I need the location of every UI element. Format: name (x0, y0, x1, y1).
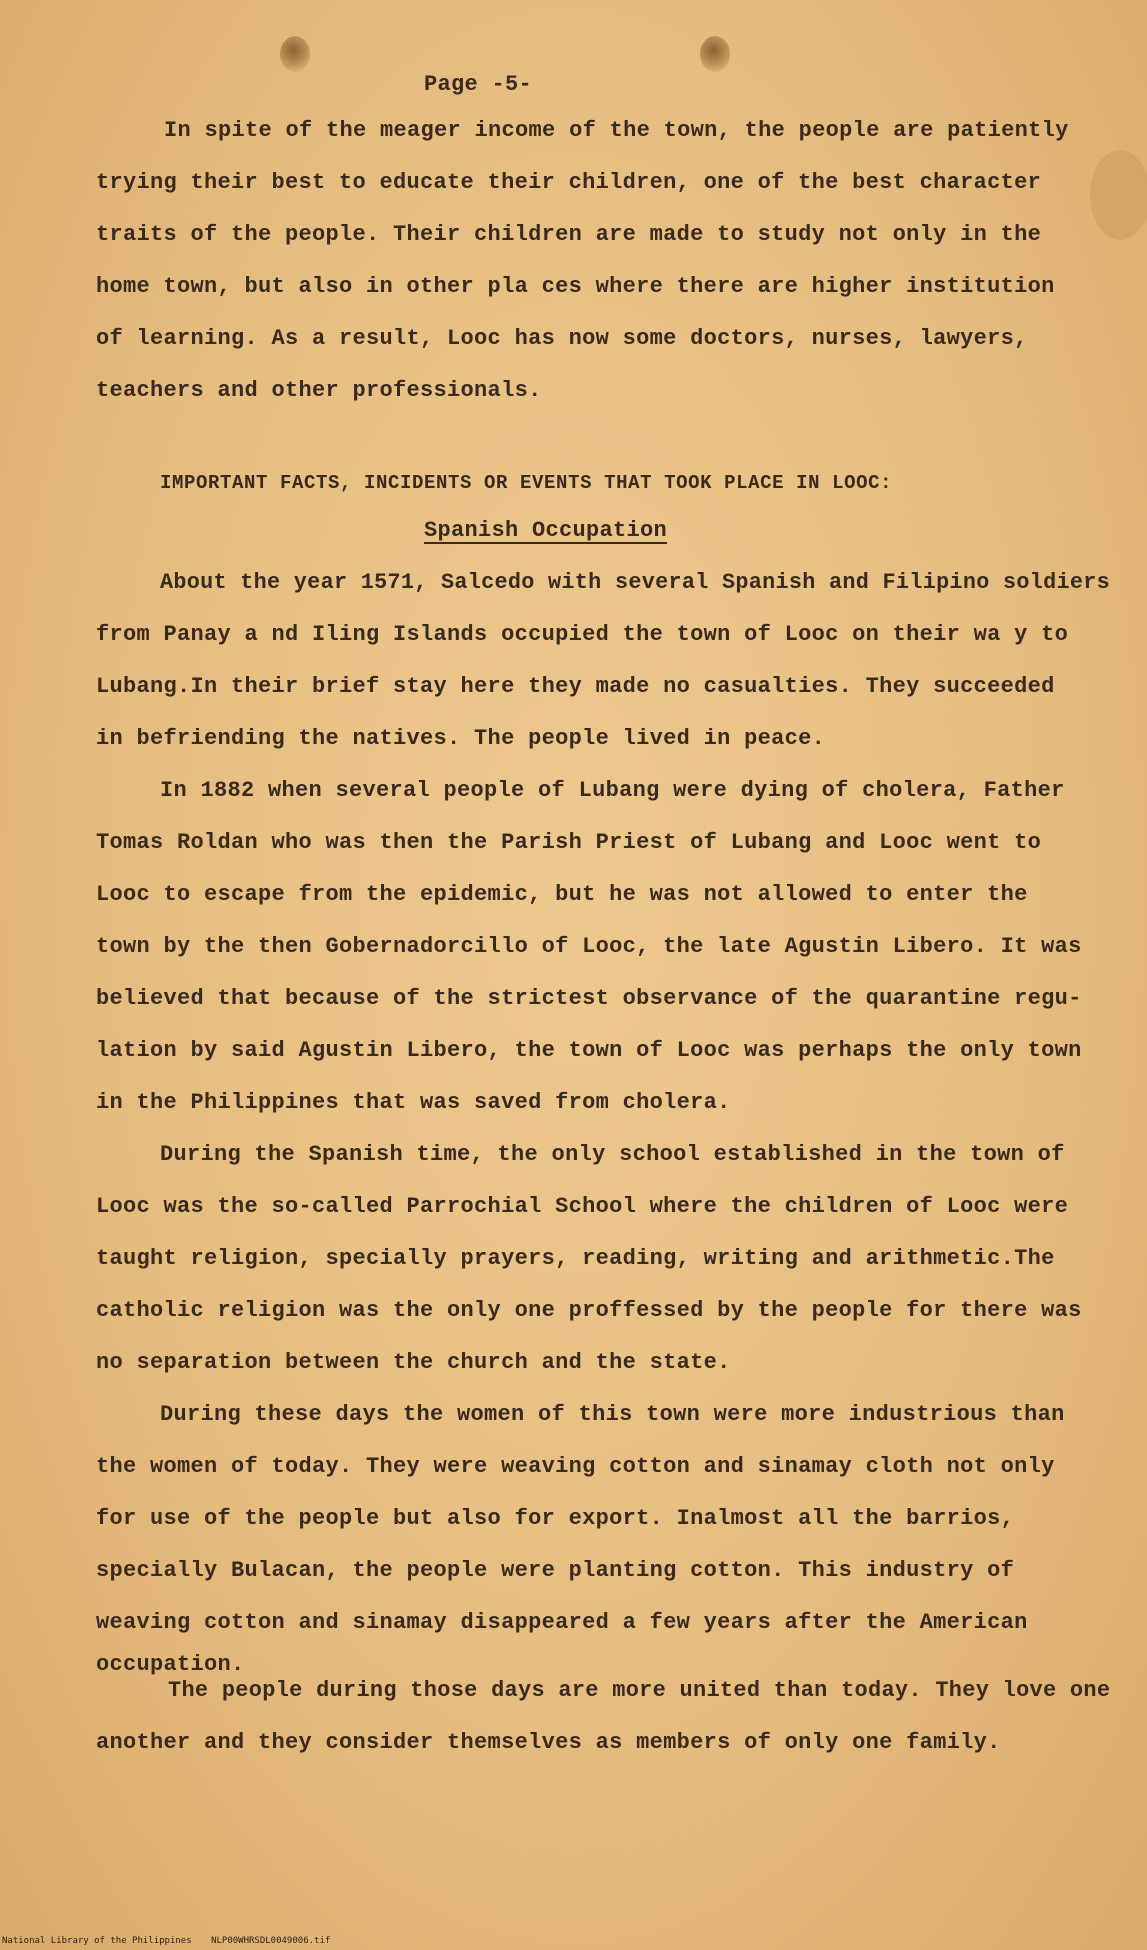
paragraph-4-line: no separation between the church and the state. (96, 1350, 731, 1375)
paragraph-5-line: for use of the people but also for export. Inalmost all the barrios, (96, 1506, 1015, 1531)
paragraph-5-line: the women of today. They were weaving cotton and sinamay cloth not only (96, 1454, 1055, 1479)
paragraph-5-line: occupation. (96, 1652, 245, 1677)
section-subheading: Spanish Occupation (424, 518, 668, 543)
paragraph-1-line: In spite of the meager income of the town, the people are patiently (164, 118, 1069, 143)
paragraph-3-line: lation by said Agustin Libero, the town of Looc was perhaps the only town (96, 1038, 1082, 1063)
paragraph-3-line: town by the then Gobernadorcillo of Looc, the late Agustin Libero. It was (96, 934, 1082, 959)
library-credit: National Library of the Philippines (2, 1936, 192, 1946)
paragraph-2-line: in befriending the natives. The people lived in peace. (96, 726, 826, 751)
paragraph-5-line: During these days the women of this town were more industrious than (160, 1402, 1065, 1427)
paragraph-3-line: believed that because of the strictest observance of the quarantine regu- (96, 986, 1082, 1011)
paragraph-3-line: Looc to escape from the epidemic, but he was not allowed to enter the (96, 882, 1028, 907)
paragraph-3-line: in the Philippines that was saved from cholera. (96, 1090, 731, 1115)
paragraph-5-line: specially Bulacan, the people were planting cotton. This industry of (96, 1558, 1015, 1583)
paragraph-3-line: In 1882 when several people of Lubang were dying of cholera, Father (160, 778, 1065, 803)
paragraph-1-line: home town, but also in other pla ces where there are higher institution (96, 274, 1055, 299)
paragraph-4-line: During the Spanish time, the only school established in the town of (160, 1142, 1065, 1167)
paragraph-4-line: Looc was the so-called Parrochial School where the children of Looc were (96, 1194, 1069, 1219)
paragraph-2-line: from Panay a nd Iling Islands occupied the town of Looc on their wa y to (96, 622, 1069, 647)
binder-hole-right (700, 36, 730, 72)
paragraph-3-line: Tomas Roldan who was then the Parish Priest of Lubang and Looc went to (96, 830, 1042, 855)
paragraph-1-line: teachers and other professionals. (96, 378, 542, 403)
file-identifier: NLP00WHRSDL0049006.tif (211, 1936, 331, 1946)
paragraph-6-line: The people during those days are more united than today. They love one (168, 1678, 1111, 1703)
paragraph-1-line: trying their best to educate their children, one of the best character (96, 170, 1042, 195)
paragraph-2-line: Lubang.In their brief stay here they made no casualties. They succeeded (96, 674, 1055, 699)
binder-hole-left (280, 36, 310, 72)
paragraph-4-line: catholic religion was the only one proffessed by the people for there was (96, 1298, 1082, 1323)
section-heading: IMPORTANT FACTS, INCIDENTS OR EVENTS THAT TOOK PLACE IN LOOC: (160, 472, 893, 494)
page-number: Page -5- (424, 72, 533, 97)
paragraph-1-line: traits of the people. Their children are made to study not only in the (96, 222, 1042, 247)
paragraph-4-line: taught religion, specially prayers, reading, writing and arithmetic.The (96, 1246, 1055, 1271)
scan-footer (2, 1936, 344, 1946)
paragraph-5-line: weaving cotton and sinamay disappeared a few years after the American (96, 1610, 1028, 1635)
paragraph-6-line: another and they consider themselves as members of only one family. (96, 1730, 1001, 1755)
paragraph-1-line: of learning. As a result, Looc has now some doctors, nurses, lawyers, (96, 326, 1028, 351)
paragraph-2-line: About the year 1571, Salcedo with several Spanish and Filipino soldiers (160, 570, 1111, 595)
paper-stain (1090, 150, 1147, 240)
